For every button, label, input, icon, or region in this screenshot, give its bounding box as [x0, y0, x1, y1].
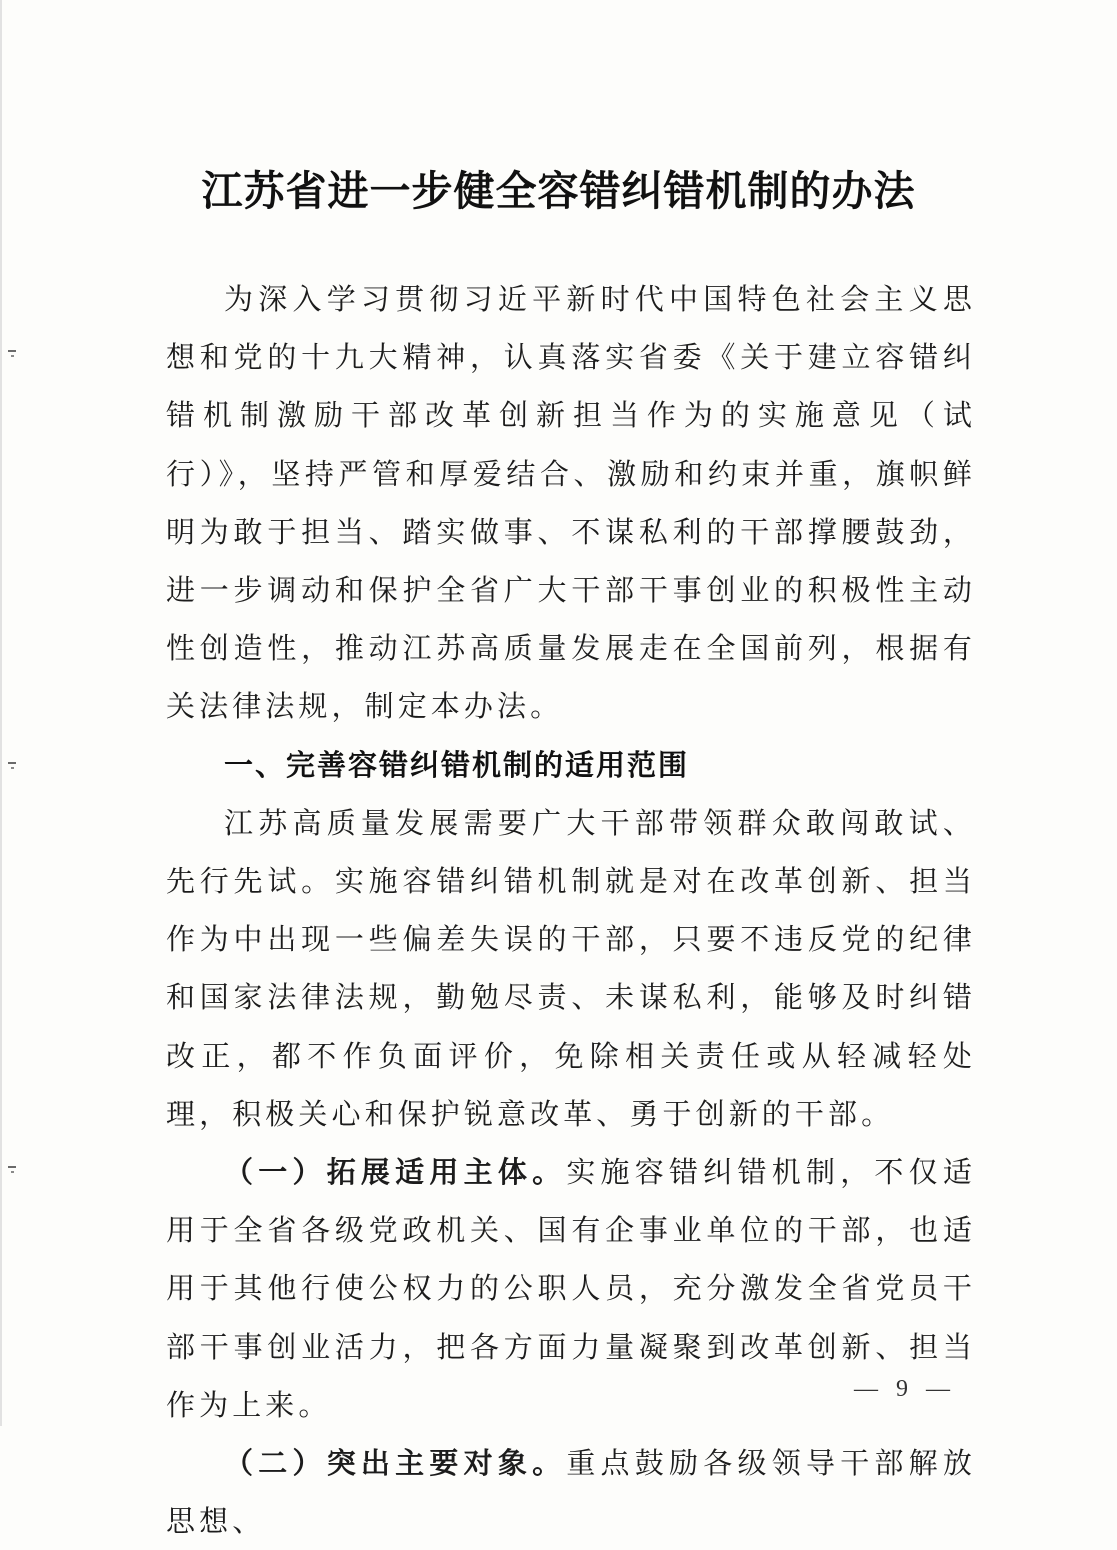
binding-hole-mark — [8, 762, 18, 768]
item-label: （一）拓展适用主体。 — [224, 1155, 567, 1190]
item-label: （二）突出主要对象。 — [224, 1446, 567, 1481]
item-text: 实施容错纠错机制，不仅适用于全省各级党政机关、国有企事业单位的干部，也适用于其他行使公权力的公职人员，充分激发全省党员干部干事创业活力，把各方面力量凝聚到改革创新、担当作为上来。 — [166, 1155, 976, 1422]
item-text: 重点鼓励各级领导干部解放思想、 — [166, 1446, 976, 1539]
document-title: 江苏省进一步健全容错纠错机制的办法 — [201, 167, 916, 215]
section-paragraph: 江苏高质量发展需要广大干部带领群众敢闯敢试、先行先试。实施容错纠错机制就是对在改革创新、担当作为中出现一些偏差失误的干部，只要不违反党的纪律和国家法律法规，勤勉尽责、未谋私利，能够及时纠错改正，都不作负面评价，免除相关责任或从轻减轻处理，积极关心和保护锐意改革、勇于创新的干部。 — [166, 805, 976, 1131]
binding-hole-mark — [8, 1166, 18, 1172]
page-number: — 9 — — [854, 1376, 956, 1402]
document-body — [166, 270, 976, 1550]
section-heading: 一、完善容错纠错机制的适用范围 — [224, 747, 690, 782]
intro-paragraph: 为深入学习贯彻习近平新时代中国特色社会主义思想和党的十九大精神，认真落实省委《关于建立容错纠错机制激励干部改革创新担当作为的实施意见（试行）》，坚持严管和厚爱结合、激励和约束并重，旗帜鲜明为敢于担当、踏实做事、不谋私利的干部撑腰鼓劲，进一步调动和保护全省广大干部干事创业的积极性主动性创造性，推动江苏高质量发展走在全国前列，根据有关法律法规，制定本办法。 — [166, 282, 976, 724]
binding-hole-mark — [8, 350, 18, 356]
list-item — [166, 1434, 976, 1550]
